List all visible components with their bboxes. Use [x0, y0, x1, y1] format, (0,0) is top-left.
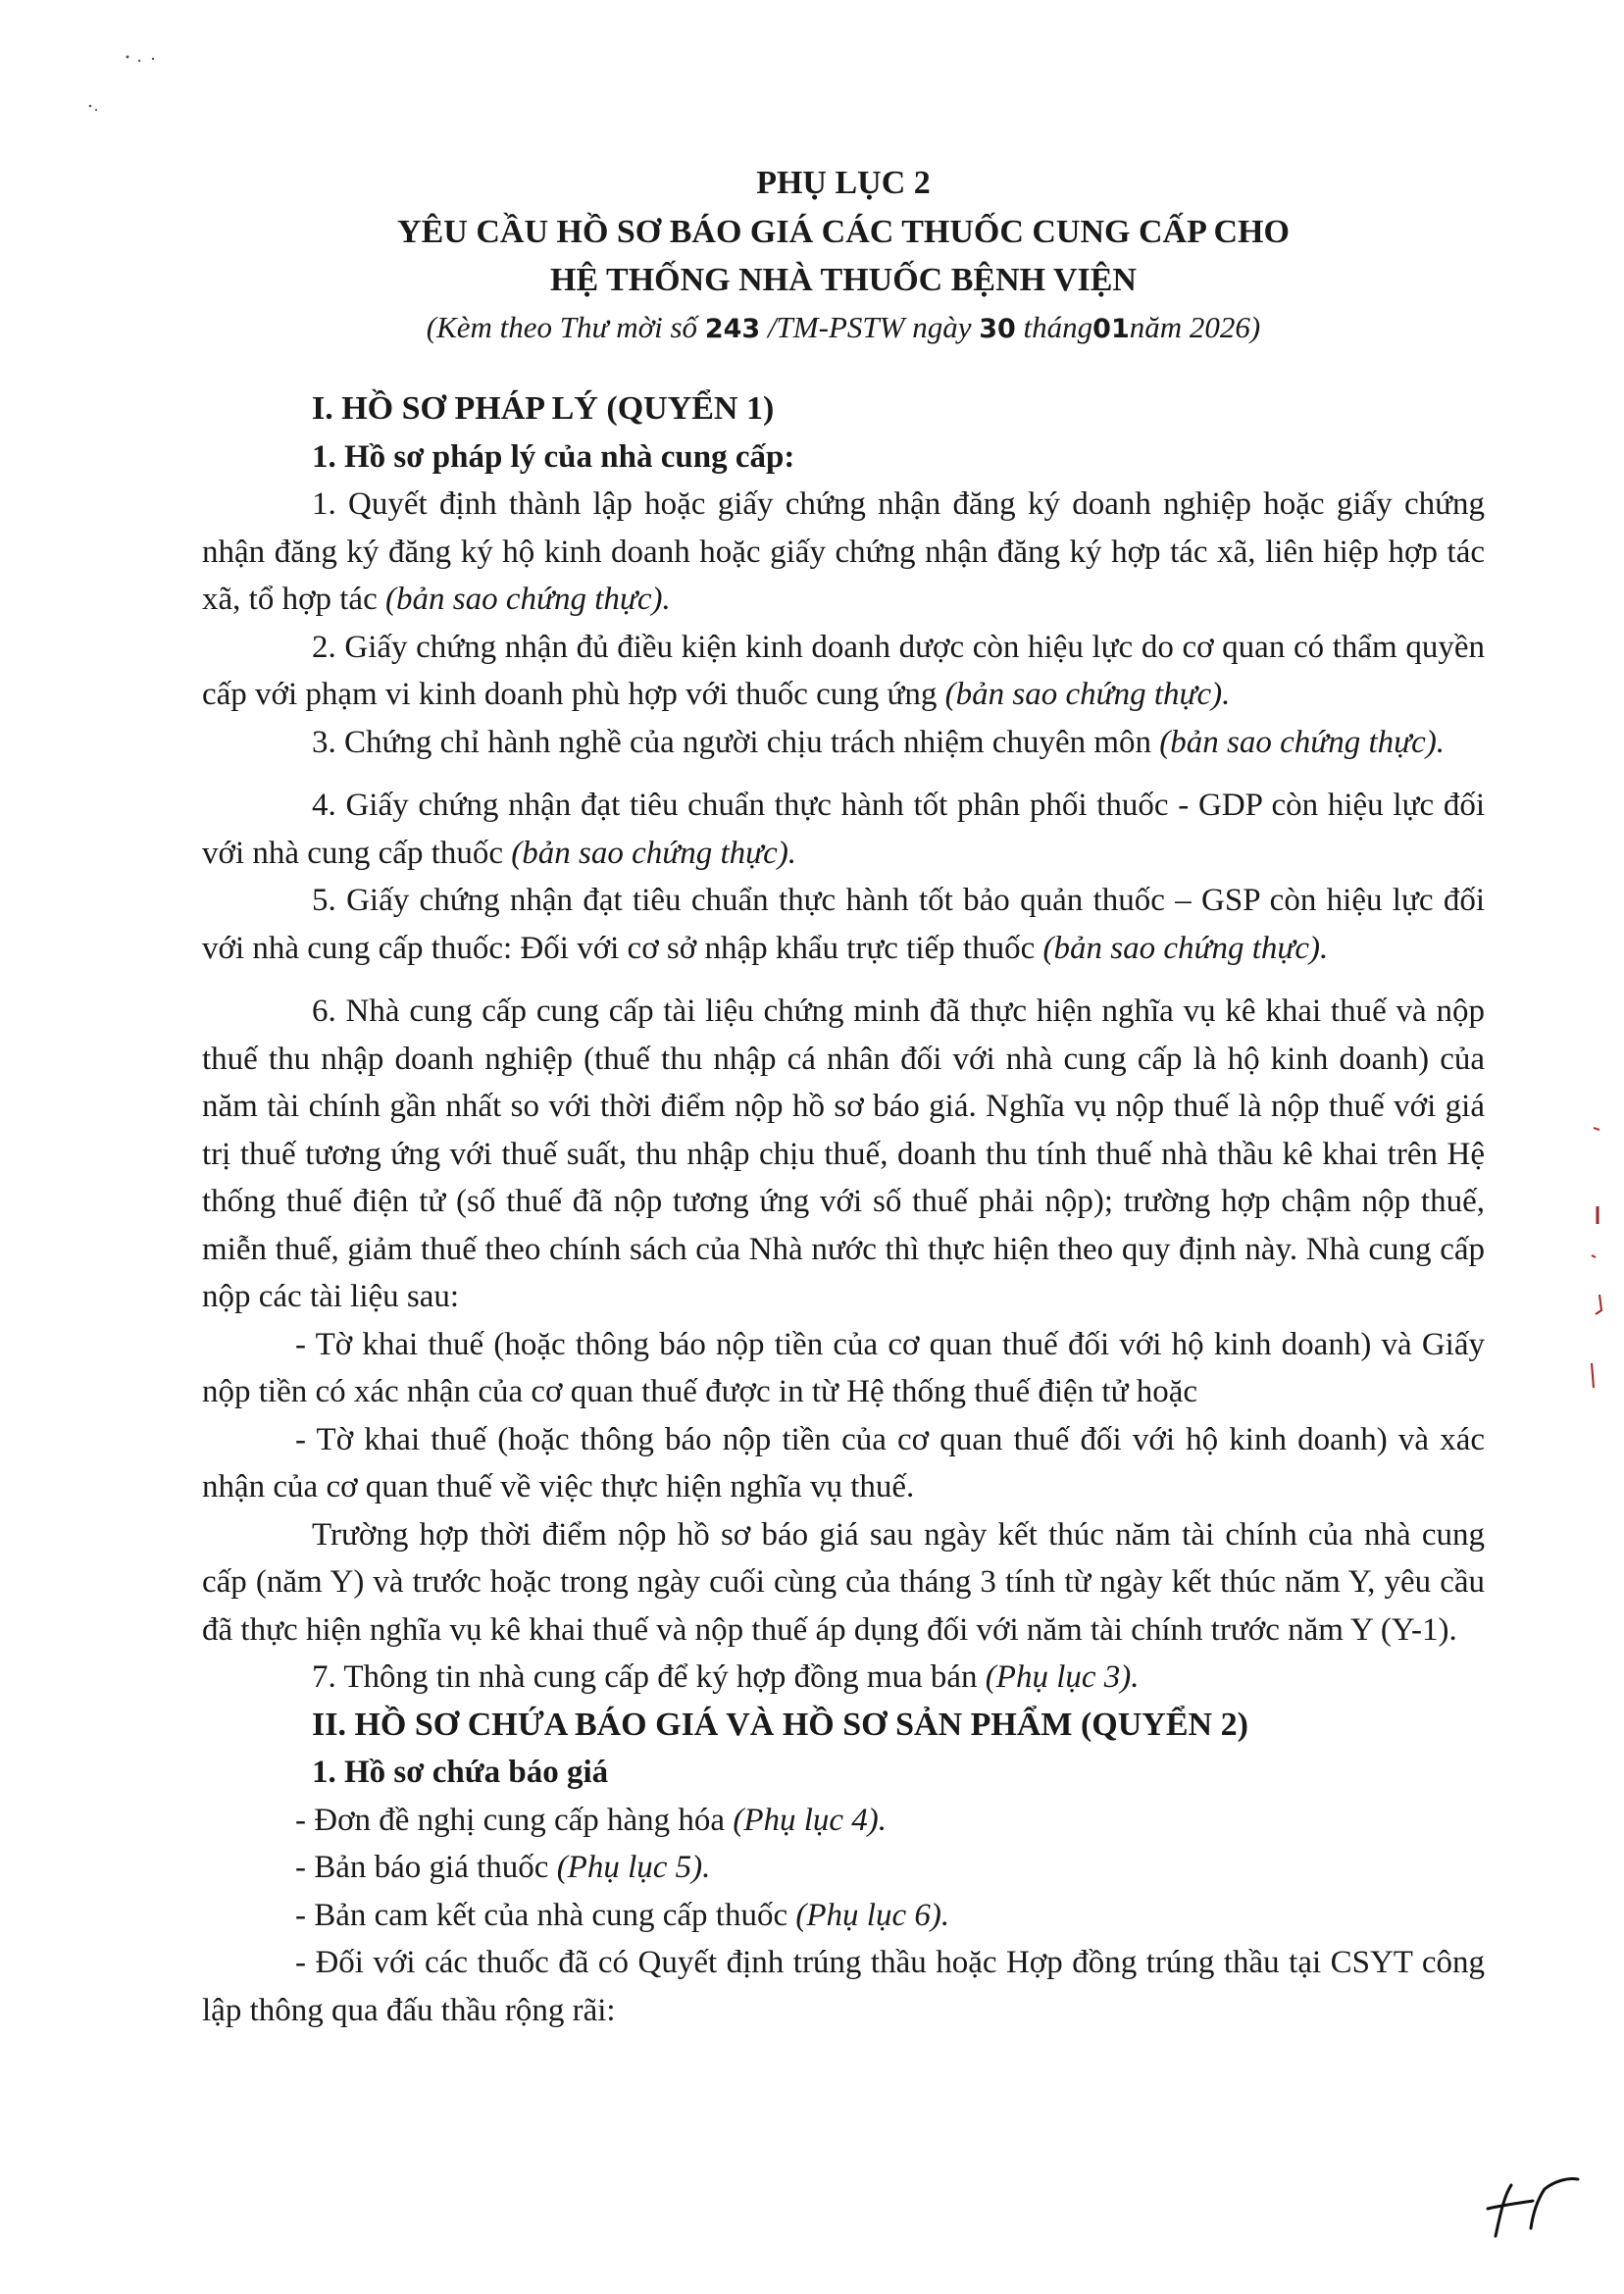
section-heading: I. HỒ SƠ PHÁP LÝ (QUYỂN 1) — [312, 390, 775, 427]
scan-specks — [78, 49, 167, 127]
scan-edge-marks — [1584, 1108, 1613, 1402]
document-title-line-2: HỆ THỐNG NHÀ THUỐC BỆNH VIỆN — [550, 262, 1137, 298]
subsection-heading: 1. Hồ sơ chứa báo giá — [312, 1755, 609, 1790]
paragraph: 4. Giấy chứng nhận đạt tiêu chuẩn thực hành tốt phân phối thuốc - GDP còn hiệu lực đối với nhà cung cấp thuốc (bản sao chứng thực). — [202, 788, 1485, 871]
list-item: - Tờ khai thuế (hoặc thông báo nộp tiền của cơ quan thuế đối với hộ kinh doanh) và xác nhận của cơ quan thuế về việc thực hiện nghĩa vụ thuế. — [202, 1421, 1485, 1504]
paragraph: 5. Giấy chứng nhận đạt tiêu chuẩn thực hành tốt bảo quản thuốc – GSP còn hiệu lực đối với nhà cung cấp thuốc: Đối với cơ sở nhập khẩu trực tiếp thuốc (bản sao chứng thực). — [202, 883, 1485, 966]
document-title-line-1: YÊU CẦU HỒ SƠ BÁO GIÁ CÁC THUỐC CUNG CẤP CHO — [397, 214, 1290, 250]
list-item: - Đơn đề nghị cung cấp hàng hóa (Phụ lục 4). — [295, 1802, 888, 1838]
subsection-heading: 1. Hồ sơ pháp lý của nhà cung cấp: — [312, 438, 795, 475]
list-item: - Bản cam kết của nhà cung cấp thuốc (Phụ lục 6). — [295, 1897, 950, 1933]
list-item: - Đối với các thuốc đã có Quyết định trúng thầu hoặc Hợp đồng trúng thầu tại CSYT công lập thông qua đấu thầu rộng rãi: — [202, 1945, 1485, 2028]
appendix-title: PHỤ LỤC 2 — [756, 165, 931, 201]
list-item: - Bản báo giá thuốc (Phụ lục 5). — [295, 1850, 711, 1885]
paragraph: 2. Giấy chứng nhận đủ điều kiện kinh doanh dược còn hiệu lực do cơ quan có thẩm quyền cấp với phạm vi kinh doanh phù hợp với thuốc cung ứng (bản sao chứng thực). — [202, 629, 1485, 712]
paragraph: 7. Thông tin nhà cung cấp để ký hợp đồng mua bán (Phụ lục 3). — [312, 1659, 1140, 1695]
paragraph: 3. Chứng chỉ hành nghề của người chịu trách nhiệm chuyên môn (bản sao chứng thực). — [312, 724, 1446, 760]
document-body — [202, 385, 1485, 2034]
paragraph: Trường hợp thời điểm nộp hồ sơ báo giá sau ngày kết thúc năm tài chính của nhà cung cấp (năm Y) và trước hoặc trong ngày cuối cùng của tháng 3 tính từ ngày kết thúc năm Y, yêu cầu đã thực hiện nghĩa vụ kê khai thuế và nộp thuế áp dụng đối với năm tài chính trước năm Y (Y-1). — [202, 1516, 1485, 1648]
list-item: - Tờ khai thuế (hoặc thông báo nộp tiền của cơ quan thuế đối với hộ kinh doanh) và Giấy nộp tiền có xác nhận của cơ quan thuế được in từ Hệ thống thuế điện tử hoặc — [202, 1326, 1485, 1409]
handwritten-signature — [1476, 2167, 1584, 2246]
paragraph: 6. Nhà cung cấp cung cấp tài liệu chứng minh đã thực hiện nghĩa vụ kê khai thuế và nộp thuế thu nhập doanh nghiệp (thuế thu nhập cá nhân đối với nhà cung cấp là hộ kinh doanh) của năm tài chính gần nhất so với thời điểm nộp hồ sơ báo giá. Nghĩa vụ nộp thuế là nộp thuế với giá trị thuế tương ứng với thuế suất, thu nhập chịu thuế, doanh thu tính thuế nhà thầu kê khai trên Hệ thống thuế điện tử (số thuế đã nộp tương ứng với số thuế phải nộp); trường hợp chậm nộp thuế, miễn thuế, giảm thuế theo chính sách của Nhà nước thì thực hiện theo quy định này. Nhà cung cấp nộp các tài liệu sau: — [202, 994, 1485, 1314]
attachment-note: (Kèm theo Thư mời số 243 /TM-PSTW ngày 30 tháng01năm 2026) — [426, 310, 1261, 344]
paragraph: 1. Quyết định thành lập hoặc giấy chứng nhận đăng ký doanh nghiệp hoặc giấy chứng nhận đăng ký đăng ký hộ kinh doanh hoặc giấy chứng nhận đăng ký hợp tác xã, liên hiệp hợp tác xã, tổ hợp tác (bản sao chứng thực). — [202, 486, 1485, 617]
section-heading: II. HỒ SƠ CHỨA BÁO GIÁ VÀ HỒ SƠ SẢN PHẨM (QUYỂN 2) — [312, 1706, 1248, 1743]
